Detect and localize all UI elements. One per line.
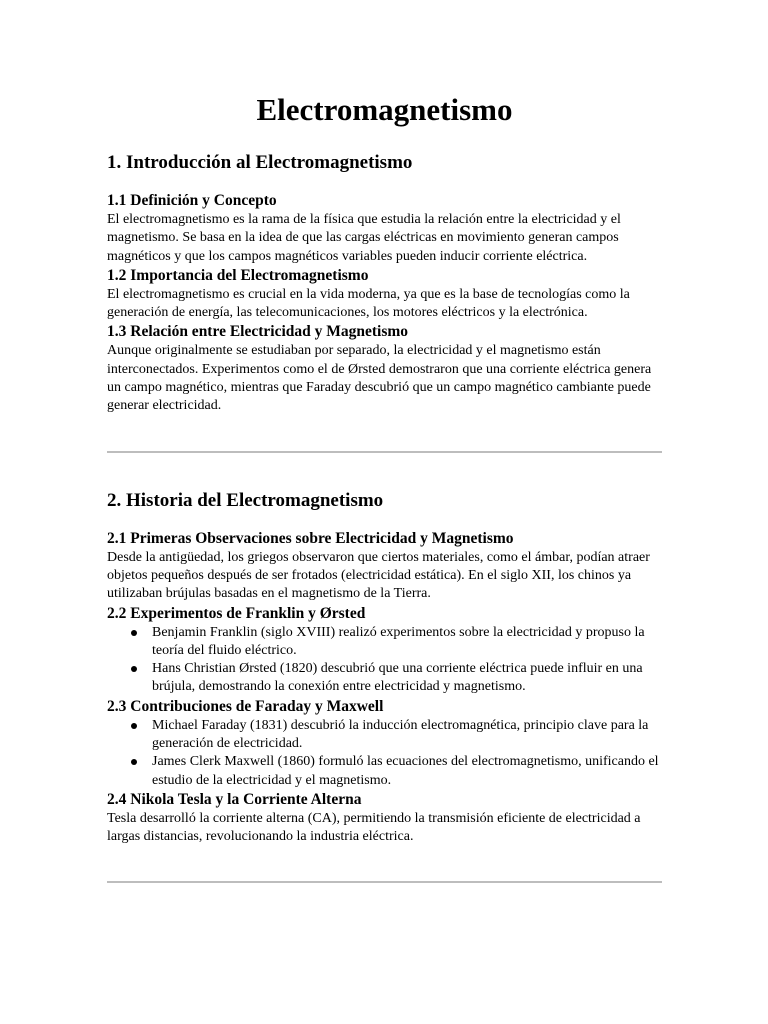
subsection-heading: 2.2 Experimentos de Franklin y Ørsted — [107, 604, 366, 622]
spacer — [107, 416, 662, 451]
subsection-heading: 2.4 Nikola Tesla y la Corriente Alterna — [107, 790, 362, 808]
paragraph: El electromagnetismo es crucial en la vida moderna, ya que es la base de tecnologías como la generación de energía, las telecomunicaciones, los motores eléctricos y la electrónica. — [107, 286, 630, 321]
subsection-franklin-orsted — [107, 604, 662, 697]
paragraph: El electromagnetismo es la rama de la física que estudia la relación entre la electricidad y el magnetismo. Se basa en la idea de que las cargas eléctricas en movimiento generan campos magnéticos y que los campos magnéticos variables pueden inducir corriente eléctrica. — [107, 212, 621, 264]
subsection-definicion — [107, 191, 662, 266]
paragraph: Aunque originalmente se estudiaban por separado, la electricidad y el magnetismo están interconectados. Experimentos como el de Ørsted demostraron que una corriente eléctrica genera un campo magnético, mientras que Faraday descubrió que un campo magnético cambiante puede generar electricidad. — [107, 343, 652, 414]
document-body — [107, 88, 662, 883]
bullet-list — [107, 717, 662, 790]
section-historia — [107, 488, 662, 847]
subsection-tesla — [107, 790, 662, 847]
list-item: Michael Faraday (1831) descubrió la inducción electromagnética, principio clave para la generación de electricidad. — [152, 717, 662, 754]
subsection-importancia — [107, 266, 662, 323]
section-heading: 1. Introducción al Electromagnetismo — [107, 152, 413, 173]
document-title: Electromagnetismo — [256, 92, 513, 127]
subsection-heading: 1.2 Importancia del Electromagnetismo — [107, 266, 369, 284]
section-divider — [107, 881, 662, 883]
subsection-heading: 1.1 Definición y Concepto — [107, 192, 277, 209]
subsection-primeras-observaciones — [107, 529, 662, 604]
spacer — [107, 453, 662, 488]
list-item: James Clerk Maxwell (1860) formuló las ecuaciones del electromagnetismo, unificando el estudio de la electricidad y el magnetismo. — [152, 753, 662, 790]
subsection-heading: 2.3 Contribuciones de Faraday y Maxwell — [107, 697, 384, 715]
bullet-list — [107, 624, 662, 697]
section-heading: 2. Historia del Electromagnetismo — [107, 489, 384, 511]
subsection-faraday-maxwell — [107, 697, 662, 790]
spacer — [107, 847, 662, 881]
section-introduccion — [107, 150, 662, 416]
paragraph: Tesla desarrolló la corriente alterna (CA), permitiendo la transmisión eficiente de electricidad a largas distancias, revolucionando la industria eléctrica. — [107, 810, 641, 845]
paragraph: Desde la antigüedad, los griegos observaron que ciertos materiales, como el ámbar, podían atraer objetos pequeños después de ser frotados (electricidad estática). En el siglo XII, los chinos ya utilizaban brújulas basadas en el magnetismo de la Tierra. — [107, 549, 650, 602]
subsection-relacion — [107, 322, 662, 415]
list-item: Hans Christian Ørsted (1820) descubrió que una corriente eléctrica puede influir en una brújula, demostrando la conexión entre electricidad y magnetismo. — [152, 660, 662, 697]
subsection-heading: 2.1 Primeras Observaciones sobre Electricidad y Magnetismo — [107, 529, 514, 547]
list-item: Benjamin Franklin (siglo XVIII) realizó experimentos sobre la electricidad y propuso la teoría del fluido eléctrico. — [152, 624, 662, 661]
subsection-heading: 1.3 Relación entre Electricidad y Magnetismo — [107, 323, 409, 341]
